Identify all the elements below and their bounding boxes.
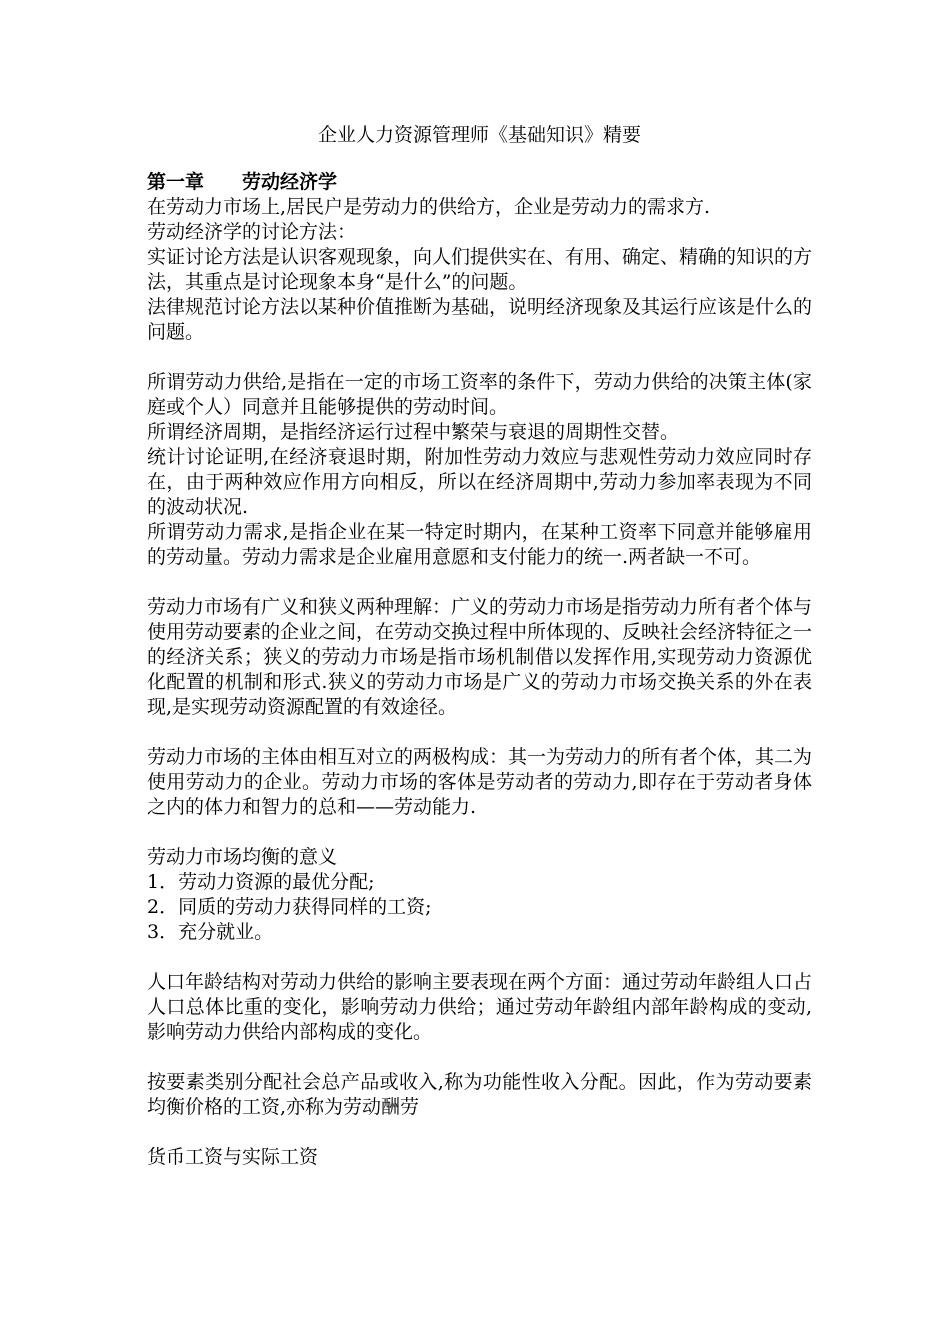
section-intro xyxy=(147,195,812,345)
paragraph: 法律规范讨论方法以某种价值推断为基础，说明经济现象及其运行应该是什么的问题。 xyxy=(147,296,813,343)
document-page xyxy=(147,120,812,1170)
blank-line xyxy=(147,570,812,595)
section-age-structure xyxy=(147,970,812,1045)
section-equilibrium xyxy=(147,845,812,945)
paragraph: 劳动力市场有广义和狭义两种理解：广义的劳动力市场是指劳动力所有者个体与使用劳动要素的企业之间，在劳动交换过程中所体现的、反映社会经济特征之一的经济关系；狭义的劳动力市场是指市场机制借以发挥作用,实现劳动力资源优化配置的机制和形式.狭义的劳动力市场是广义的劳动力市场交换关系的外在表现,是实现劳动资源配置的有效途径。 xyxy=(147,596,813,718)
paragraph: 按要素类别分配社会总产品或收入,称为功能性收入分配。因此，作为劳动要素均衡价格的工资,亦称为劳动酬劳 xyxy=(147,1071,812,1118)
section-income-distribution xyxy=(147,1070,812,1120)
list-item: 3．充分就业。 xyxy=(147,921,274,943)
section-supply-demand xyxy=(147,370,812,570)
paragraph: 统计讨论证明,在经济衰退时期，附加性劳动力效应与悲观性劳动力效应同时存在，由于两种效应作用方向相反，所以在经济周期中,劳动力参加率表现为不同的波动状况. xyxy=(147,446,812,518)
paragraph: 劳动经济学的讨论方法： xyxy=(147,221,357,243)
section-wages xyxy=(147,1145,812,1170)
paragraph: 实证讨论方法是认识客观现象，向人们提供实在、有用、确定、精确的知识的方法，其重点是讨论现象本身“是什么”的问题。 xyxy=(147,246,813,293)
blank-line xyxy=(147,1045,812,1070)
blank-line xyxy=(147,720,812,745)
paragraph: 所谓劳动力需求,是指企业在某一特定时期内，在某种工资率下同意并能够雇用的劳动量。劳动力需求是企业雇用意愿和支付能力的统一.两者缺一不可。 xyxy=(147,521,812,568)
paragraph: 所谓劳动力供给,是指在一定的市场工资率的条件下，劳动力供给的决策主体(家庭或个人）同意并且能够提供的劳动时间。 xyxy=(147,371,812,418)
section-labor-market xyxy=(147,595,812,720)
paragraph: 货币工资与实际工资 xyxy=(147,1146,319,1168)
paragraph: 所谓经济周期，是指经济运行过程中繁荣与衰退的周期性交替。 xyxy=(147,421,680,443)
blank-line xyxy=(147,820,812,845)
blank-line xyxy=(147,1120,812,1145)
section-market-subjects xyxy=(147,745,812,820)
list-item: 2．同质的劳动力获得同样的工资; xyxy=(147,896,432,918)
chapter-heading: 第一章 劳动经济学 xyxy=(147,171,338,193)
document-title: 企业人力资源管理师《基础知识》精要 xyxy=(317,124,641,146)
blank-line xyxy=(147,345,812,370)
blank-line xyxy=(147,945,812,970)
paragraph: 在劳动力市场上,居民户是劳动力的供给方，企业是劳动力的需求方. xyxy=(147,196,711,218)
list-item: 1．劳动力资源的最优分配; xyxy=(147,871,375,893)
list-heading: 劳动力市场均衡的意义 xyxy=(147,846,338,868)
paragraph: 人口年龄结构对劳动力供给的影响主要表现在两个方面：通过劳动年龄组人口占人口总体比重的变化，影响劳动力供给；通过劳动年龄组内部年龄构成的变动,影响劳动力供给内部构成的变化。 xyxy=(147,971,813,1043)
paragraph: 劳动力市场的主体由相互对立的两极构成：其一为劳动力的所有者个体，其二为使用劳动力的企业。劳动力市场的客体是劳动者的劳动力,即存在于劳动者身体之内的体力和智力的总和——劳动能力. xyxy=(147,746,813,818)
